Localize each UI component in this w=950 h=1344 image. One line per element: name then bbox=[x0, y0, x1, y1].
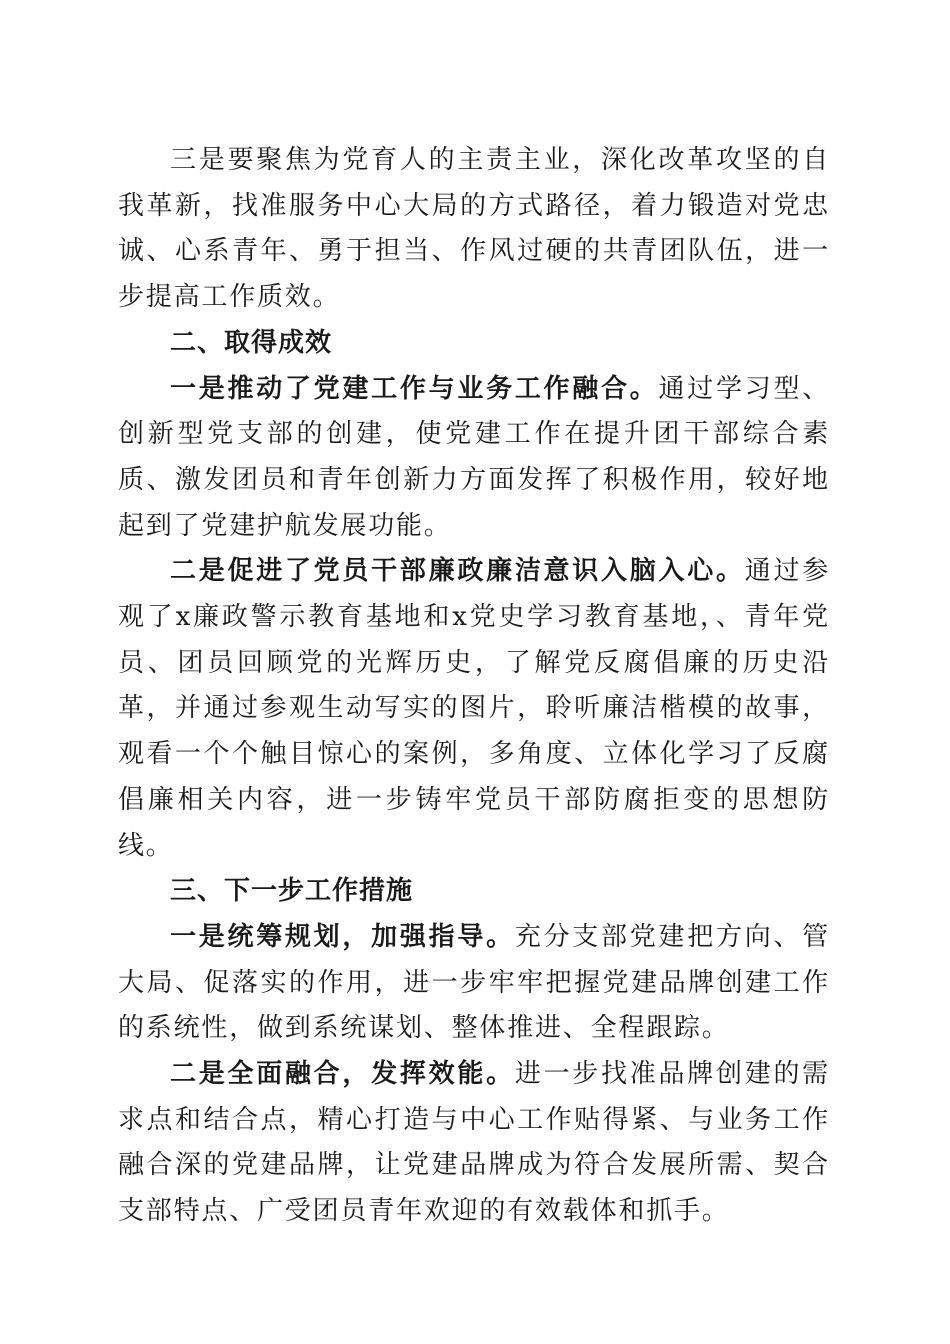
paragraph-4 bbox=[118, 549, 830, 869]
paragraph-text: 通过参观了x廉政警示教育基地和x党史学习教育基地，、青年党员、团员回顾党的光辉历史，了解党反腐倡廉的历史沿革，并通过参观生动写实的图片，聆听廉洁楷模的故事，观看一个个触目惊心的案例，多角度、立体化学习了反腐倡廉相关内容，进一步铸牢党员干部防腐拒变的思想防线。 bbox=[118, 556, 830, 861]
paragraph-text: 三是要聚焦为党育人的主责主业，深化改革攻坚的自我革新，找准服务中心大局的方式路径，着力锻造对党忠诚、心系青年、勇于担当、作风过硬的共青团队伍，进一步提高工作质效。 bbox=[118, 145, 830, 313]
document-body bbox=[118, 138, 830, 1235]
paragraph-text: 充分支部党建把方向、管大局、促落实的作用，进一步牢牢把握党建品牌创建工作的系统性，做到系统谋划、整体推进、全程跟踪。 bbox=[118, 921, 830, 1044]
paragraph-lead: 二是促进了党员干部廉政廉洁意识入脑入心。 bbox=[170, 556, 745, 587]
paragraph-text: 进一步找准品牌创建的需求点和结合点，精心打造与中心工作贴得紧、与业务工作融合深的党建品牌，让党建品牌成为符合发展所需、契合支部特点、广受团员青年欢迎的有效载体和抓手。 bbox=[118, 1059, 830, 1227]
section-heading-next-steps: 三、下一步工作措施 bbox=[170, 876, 414, 907]
paragraph-lead: 一是推动了党建工作与业务工作融合。 bbox=[170, 373, 659, 404]
paragraph-7 bbox=[118, 1052, 830, 1235]
paragraph-1 bbox=[118, 138, 830, 321]
paragraph-lead: 一是统筹规划，加强指导。 bbox=[170, 921, 515, 952]
paragraph-text: 通过学习型、创新型党支部的创建，使党建工作在提升团干部综合素质、激发团员和青年创新力方面发挥了积极作用，较好地起到了党建护航发展功能。 bbox=[118, 373, 830, 541]
paragraph-6 bbox=[118, 915, 830, 1052]
paragraph-lead: 二是全面融合，发挥效能。 bbox=[170, 1059, 515, 1090]
paragraph-3 bbox=[118, 367, 830, 550]
section-heading-achievements: 二、取得成效 bbox=[170, 327, 333, 358]
